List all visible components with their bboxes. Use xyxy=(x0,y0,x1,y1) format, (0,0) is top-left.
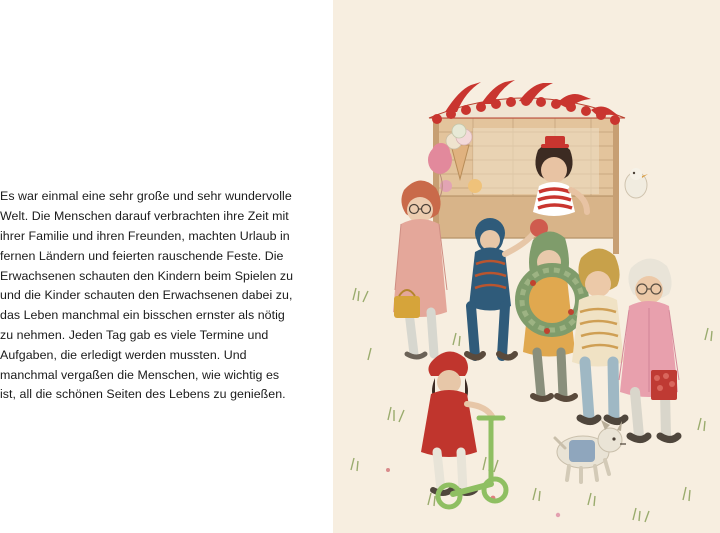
text-pane xyxy=(0,0,333,533)
illustration-pane xyxy=(333,0,720,533)
story-paragraph: Es war einmal eine sehr große und sehr wundervolle Welt. Die Menschen darauf verbrachten ihre Zeit mit ihrer Familie und ihren Freunden, machten Urlaub in fernen Ländern und feierten rauschende Feste. Die Erwachsenen schauten den Kindern beim Spielen zu und die Kinder schauten den Erwachsenen dabei zu, das Leben manchmal ein bisschen ernster als nötig zu nehmen. Jeden Tag gab es viele Termine und Aufgaben, die erledigt werden mussten. Und manchmal vergaßen die Menschen, wie wichtig es ist, all die schönen Seiten des Lebens zu genießen. xyxy=(0,189,297,402)
street-scene-illustration xyxy=(333,0,720,533)
